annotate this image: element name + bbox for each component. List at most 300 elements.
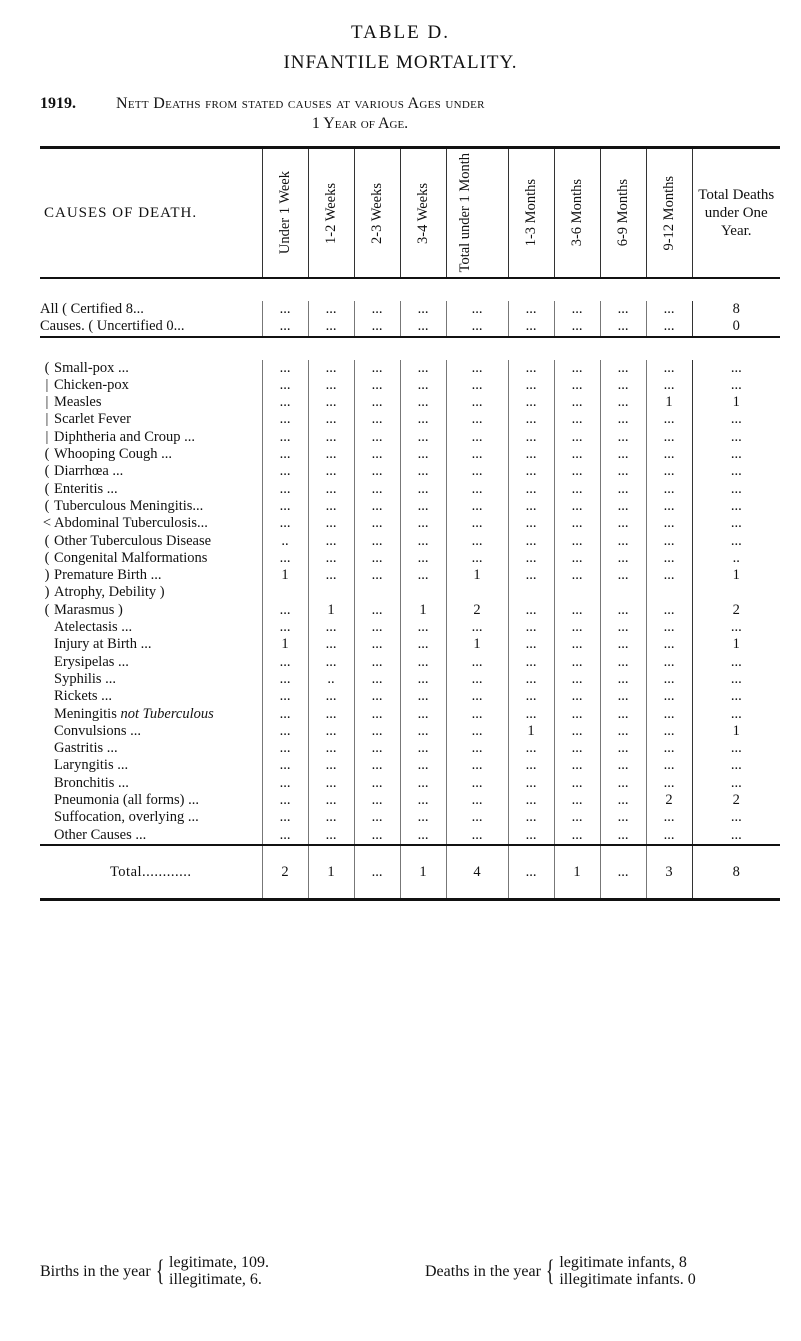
value-cell: ... (400, 301, 446, 318)
value-cell: ... (308, 706, 354, 723)
value-cell: ... (600, 481, 646, 498)
table-row (40, 619, 780, 636)
cause-text: Rickets ... (54, 688, 112, 705)
value-cell (262, 584, 308, 601)
value-cell: ... (308, 723, 354, 740)
value-cell: ... (554, 654, 600, 671)
total-cell: ... (692, 809, 780, 826)
value-cell: ... (262, 394, 308, 411)
value-cell: ... (446, 481, 508, 498)
title-block (0, 22, 801, 74)
value-cell: ... (446, 360, 508, 377)
value-cell: ... (600, 463, 646, 480)
value-cell: ... (446, 757, 508, 774)
caption (40, 94, 780, 134)
cause-label (40, 619, 262, 636)
value-cell: ... (600, 636, 646, 653)
value-cell: ... (600, 446, 646, 463)
cause-label (40, 654, 262, 671)
value-cell: ... (354, 498, 400, 515)
value-cell: ... (400, 636, 446, 653)
total-cell: ... (692, 757, 780, 774)
cause-label (40, 723, 262, 740)
value-cell: ... (646, 550, 692, 567)
bracket-glyph: ( (44, 359, 50, 376)
total-cell: ... (692, 688, 780, 705)
births-label: Births in the year (40, 1262, 151, 1280)
table-row (40, 394, 780, 411)
table-row (40, 775, 780, 792)
value-cell: ... (354, 706, 400, 723)
total-cell: ... (692, 498, 780, 515)
table-row (40, 654, 780, 671)
table-row (40, 515, 780, 532)
value-cell: ... (646, 827, 692, 845)
cause-text: Bronchitis ... (54, 774, 129, 791)
value-cell: ... (262, 792, 308, 809)
total-cell: ... (692, 654, 780, 671)
value-cell: ... (354, 671, 400, 688)
cause-label (40, 706, 262, 723)
table-row (40, 429, 780, 446)
bracket-glyph: ( (44, 497, 50, 514)
cause-text: Chicken-pox (54, 376, 129, 393)
value-cell: ... (308, 411, 354, 428)
value-cell: ... (554, 775, 600, 792)
total-cell: 8 (692, 301, 780, 318)
value-cell: ... (554, 429, 600, 446)
bracket-glyph: | (45, 376, 49, 393)
cause-text: Erysipelas ... (54, 653, 129, 670)
cause-text: Measles (54, 394, 102, 411)
value-cell: ... (446, 318, 508, 336)
bracket-glyph: ) (44, 567, 50, 584)
header-total: Total Deaths under One Year. (692, 148, 780, 279)
value-cell: ... (354, 394, 400, 411)
value-cell: ... (554, 301, 600, 318)
header-age: 9-12 Months (646, 148, 692, 279)
value-cell: ... (262, 619, 308, 636)
value-cell: ... (508, 377, 554, 394)
value-cell: ... (446, 533, 508, 550)
value-cell: 1 (262, 636, 308, 653)
cause-label: Causes. ( Uncertified 0... (40, 318, 262, 336)
value-cell: ... (262, 827, 308, 845)
value-cell: ... (554, 360, 600, 377)
total-cell: ... (692, 429, 780, 446)
total-cell: 1 (692, 394, 780, 411)
value-cell: ... (446, 723, 508, 740)
total-row (40, 845, 780, 900)
cause-text: Injury at Birth ... (54, 636, 152, 653)
value-cell: ... (446, 654, 508, 671)
value-cell: ... (646, 429, 692, 446)
value-cell: ... (308, 688, 354, 705)
table-row (40, 446, 780, 463)
value-cell: ... (308, 619, 354, 636)
value-cell: ... (600, 792, 646, 809)
header-age: 1-3 Months (508, 148, 554, 279)
table-row (40, 671, 780, 688)
total-value-cell: 2 (262, 845, 308, 900)
value-cell: 1 (400, 602, 446, 619)
value-cell: ... (308, 301, 354, 318)
value-cell: ... (446, 775, 508, 792)
header-age: Under 1 Week (262, 148, 308, 279)
cause-label (40, 688, 262, 705)
value-cell: ... (600, 671, 646, 688)
value-cell: ... (262, 463, 308, 480)
value-cell: ... (400, 515, 446, 532)
value-cell: ... (508, 301, 554, 318)
value-cell: ... (508, 318, 554, 336)
total-value-cell: ... (508, 845, 554, 900)
total-section (40, 845, 780, 900)
value-cell: ... (308, 318, 354, 336)
value-cell: ... (354, 377, 400, 394)
value-cell (400, 584, 446, 601)
value-cell (554, 584, 600, 601)
value-cell: ... (554, 318, 600, 336)
value-cell: ... (646, 636, 692, 653)
value-cell: ... (400, 723, 446, 740)
value-cell: ... (554, 792, 600, 809)
value-cell: .. (308, 671, 354, 688)
value-cell: ... (262, 411, 308, 428)
value-cell: ... (646, 740, 692, 757)
bracket-glyph: ) (44, 584, 50, 601)
deaths-label: Deaths in the year (425, 1262, 541, 1280)
value-cell: ... (508, 394, 554, 411)
value-cell: ... (554, 446, 600, 463)
value-cell: ... (400, 706, 446, 723)
value-cell: ... (554, 688, 600, 705)
value-cell: ... (508, 792, 554, 809)
value-cell: ... (354, 688, 400, 705)
table-row (40, 723, 780, 740)
header-age: 1-2 Weeks (308, 148, 354, 279)
table-row (40, 636, 780, 653)
value-cell: ... (646, 602, 692, 619)
value-cell: ... (554, 602, 600, 619)
cause-label (40, 446, 262, 463)
value-cell: ... (600, 619, 646, 636)
value-cell: ... (354, 757, 400, 774)
spacer-row (40, 278, 780, 301)
value-cell: ... (354, 411, 400, 428)
deaths-summary (425, 1254, 696, 1288)
table-row (40, 360, 780, 377)
value-cell: ... (354, 429, 400, 446)
value-cell: ... (508, 481, 554, 498)
value-cell: ... (508, 740, 554, 757)
table-row (40, 533, 780, 550)
header-age: Total under 1 Month (446, 148, 508, 279)
value-cell: ... (308, 567, 354, 584)
value-cell: ... (446, 688, 508, 705)
total-cell: ... (692, 740, 780, 757)
spacer-row (40, 337, 780, 360)
caption-line-2: 1 Year of Age. (311, 115, 409, 132)
cause-label (40, 636, 262, 653)
value-cell: ... (600, 411, 646, 428)
value-cell: ... (508, 688, 554, 705)
value-cell: ... (400, 429, 446, 446)
total-cell: 1 (692, 636, 780, 653)
table-row (40, 550, 780, 567)
value-cell: ... (646, 775, 692, 792)
cause-text: Whooping Cough ... (54, 446, 173, 463)
value-cell: ... (554, 827, 600, 845)
cause-text: Convulsions ... (54, 722, 142, 739)
bracket-glyph: ( (44, 601, 50, 618)
value-cell: ... (600, 567, 646, 584)
value-cell: ... (400, 463, 446, 480)
cause-text: Laryngitis ... (54, 757, 129, 774)
value-cell: ... (508, 602, 554, 619)
value-cell: ... (508, 360, 554, 377)
value-cell: ... (354, 550, 400, 567)
value-cell: ... (646, 809, 692, 826)
mortality-table (40, 146, 780, 901)
value-cell: ... (600, 533, 646, 550)
value-cell: ... (646, 706, 692, 723)
cause-label (40, 550, 262, 567)
cause-text: Atrophy, Debility ) (54, 584, 165, 601)
value-cell: ... (554, 723, 600, 740)
bracket-glyph: | (45, 394, 49, 411)
cause-text: Marasmus ) (54, 601, 123, 618)
table-row (40, 411, 780, 428)
value-cell: ... (446, 706, 508, 723)
value-cell: ... (400, 394, 446, 411)
value-cell: ... (600, 688, 646, 705)
value-cell: ... (600, 318, 646, 336)
cause-label (40, 602, 262, 619)
value-cell: 1 (262, 567, 308, 584)
value-cell: ... (262, 775, 308, 792)
value-cell: ... (554, 498, 600, 515)
value-cell: ... (600, 654, 646, 671)
value-cell: ... (400, 827, 446, 845)
all-causes-row (40, 301, 780, 318)
total-value-cell: 1 (554, 845, 600, 900)
value-cell: ... (262, 671, 308, 688)
cause-label (40, 515, 262, 532)
value-cell: ... (554, 550, 600, 567)
value-cell: ... (400, 688, 446, 705)
total-cell: ... (692, 827, 780, 845)
value-cell: ... (262, 318, 308, 336)
total-cell: 2 (692, 602, 780, 619)
value-cell: ... (308, 740, 354, 757)
caption-line-1: Nett Deaths from stated causes at various Ages under (116, 95, 485, 112)
value-cell: ... (262, 723, 308, 740)
value-cell: ... (400, 533, 446, 550)
value-cell: ... (600, 515, 646, 532)
value-cell: ... (400, 377, 446, 394)
value-cell: ... (508, 706, 554, 723)
value-cell: ... (646, 446, 692, 463)
value-cell (600, 584, 646, 601)
value-cell: ... (446, 394, 508, 411)
value-cell: ... (262, 301, 308, 318)
value-cell: ... (308, 809, 354, 826)
value-cell: 2 (646, 792, 692, 809)
value-cell: ... (646, 481, 692, 498)
grand-total-cell: 8 (692, 845, 780, 900)
value-cell: ... (646, 498, 692, 515)
value-cell: ... (446, 301, 508, 318)
value-cell (446, 584, 508, 601)
births-legitimate: legitimate, 109. (169, 1254, 270, 1271)
value-cell: ... (508, 550, 554, 567)
cause-text: Small-pox ... (54, 359, 129, 376)
value-cell: ... (354, 567, 400, 584)
total-value-cell: 3 (646, 845, 692, 900)
value-cell: ... (508, 654, 554, 671)
bracket-glyph: | (45, 411, 49, 428)
value-cell: ... (262, 446, 308, 463)
value-cell: ... (354, 827, 400, 845)
value-cell: ... (646, 688, 692, 705)
brace-icon: { (155, 1254, 165, 1287)
value-cell: ... (554, 515, 600, 532)
value-cell: ... (262, 360, 308, 377)
value-cell: ... (446, 809, 508, 826)
cause-label (40, 671, 262, 688)
total-value-cell: 1 (308, 845, 354, 900)
value-cell: ... (354, 463, 400, 480)
value-cell: ... (308, 360, 354, 377)
value-cell: ... (354, 775, 400, 792)
value-cell: ... (600, 740, 646, 757)
value-cell: ... (600, 429, 646, 446)
cause-label (40, 740, 262, 757)
value-cell: ... (262, 429, 308, 446)
value-cell: ... (600, 775, 646, 792)
value-cell: 1 (308, 602, 354, 619)
value-cell: ... (446, 671, 508, 688)
total-cell: ... (692, 360, 780, 377)
cause-text: Diphtheria and Croup ... (54, 428, 195, 445)
table-row (40, 463, 780, 480)
value-cell: ... (508, 636, 554, 653)
value-cell: ... (400, 567, 446, 584)
value-cell: ... (308, 481, 354, 498)
total-cell: 1 (692, 567, 780, 584)
value-cell: ... (508, 515, 554, 532)
table-row (40, 567, 780, 584)
bracket-glyph: < (42, 515, 52, 532)
cause-label (40, 360, 262, 377)
value-cell: ... (308, 446, 354, 463)
value-cell: ... (400, 498, 446, 515)
value-cell: ... (554, 740, 600, 757)
value-cell: ... (400, 550, 446, 567)
bracket-glyph: | (45, 428, 49, 445)
value-cell: ... (308, 654, 354, 671)
total-cell: ... (692, 377, 780, 394)
value-cell: ... (508, 411, 554, 428)
value-cell: ... (262, 550, 308, 567)
value-cell: ... (646, 654, 692, 671)
total-label: Total............ (40, 845, 262, 900)
cause-label (40, 377, 262, 394)
total-cell: ... (692, 515, 780, 532)
value-cell: ... (554, 706, 600, 723)
value-cell: ... (554, 481, 600, 498)
value-cell: ... (308, 775, 354, 792)
value-cell: ... (262, 688, 308, 705)
total-value-cell: ... (600, 845, 646, 900)
value-cell: ... (554, 377, 600, 394)
value-cell: .. (262, 533, 308, 550)
value-cell: ... (508, 429, 554, 446)
value-cell: ... (308, 515, 354, 532)
value-cell: ... (446, 498, 508, 515)
cause-label (40, 411, 262, 428)
cause-label (40, 463, 262, 480)
value-cell: ... (308, 636, 354, 653)
cause-text: Enteritis ... (54, 480, 118, 497)
total-cell: 2 (692, 792, 780, 809)
table-row (40, 827, 780, 845)
total-cell: ... (692, 533, 780, 550)
value-cell: ... (262, 481, 308, 498)
total-cell: 1 (692, 723, 780, 740)
births-illegitimate: illegitimate, 6. (169, 1271, 262, 1288)
value-cell: ... (446, 463, 508, 480)
value-cell: ... (400, 360, 446, 377)
value-cell: ... (646, 757, 692, 774)
header-row (40, 148, 780, 279)
cause-text: Abdominal Tuberculosis... (54, 515, 208, 532)
value-cell: ... (400, 619, 446, 636)
value-cell: ... (354, 446, 400, 463)
value-cell: ... (554, 463, 600, 480)
cause-label (40, 827, 262, 845)
cause-label (40, 775, 262, 792)
value-cell: ... (308, 757, 354, 774)
cause-text: Meningitis not Tuberculous (54, 705, 214, 722)
value-cell: ... (554, 394, 600, 411)
value-cell: ... (646, 619, 692, 636)
total-cell: ... (692, 671, 780, 688)
bracket-glyph: ( (44, 463, 50, 480)
cause-text: Congenital Malformations (54, 549, 208, 566)
value-cell: ... (354, 481, 400, 498)
value-cell: ... (646, 301, 692, 318)
value-cell: ... (554, 567, 600, 584)
table-row (40, 377, 780, 394)
value-cell: ... (400, 481, 446, 498)
value-cell (646, 584, 692, 601)
cause-label (40, 429, 262, 446)
value-cell: ... (354, 318, 400, 336)
value-cell: ... (400, 757, 446, 774)
value-cell: ... (262, 706, 308, 723)
value-cell: ... (308, 394, 354, 411)
cause-text: Gastritis ... (54, 740, 118, 757)
value-cell: ... (308, 463, 354, 480)
value-cell: 1 (446, 636, 508, 653)
value-cell: ... (400, 318, 446, 336)
all-causes-row (40, 318, 780, 336)
header-age: 6-9 Months (600, 148, 646, 279)
cause-text: Syphilis ... (54, 670, 117, 687)
cause-label (40, 584, 262, 601)
